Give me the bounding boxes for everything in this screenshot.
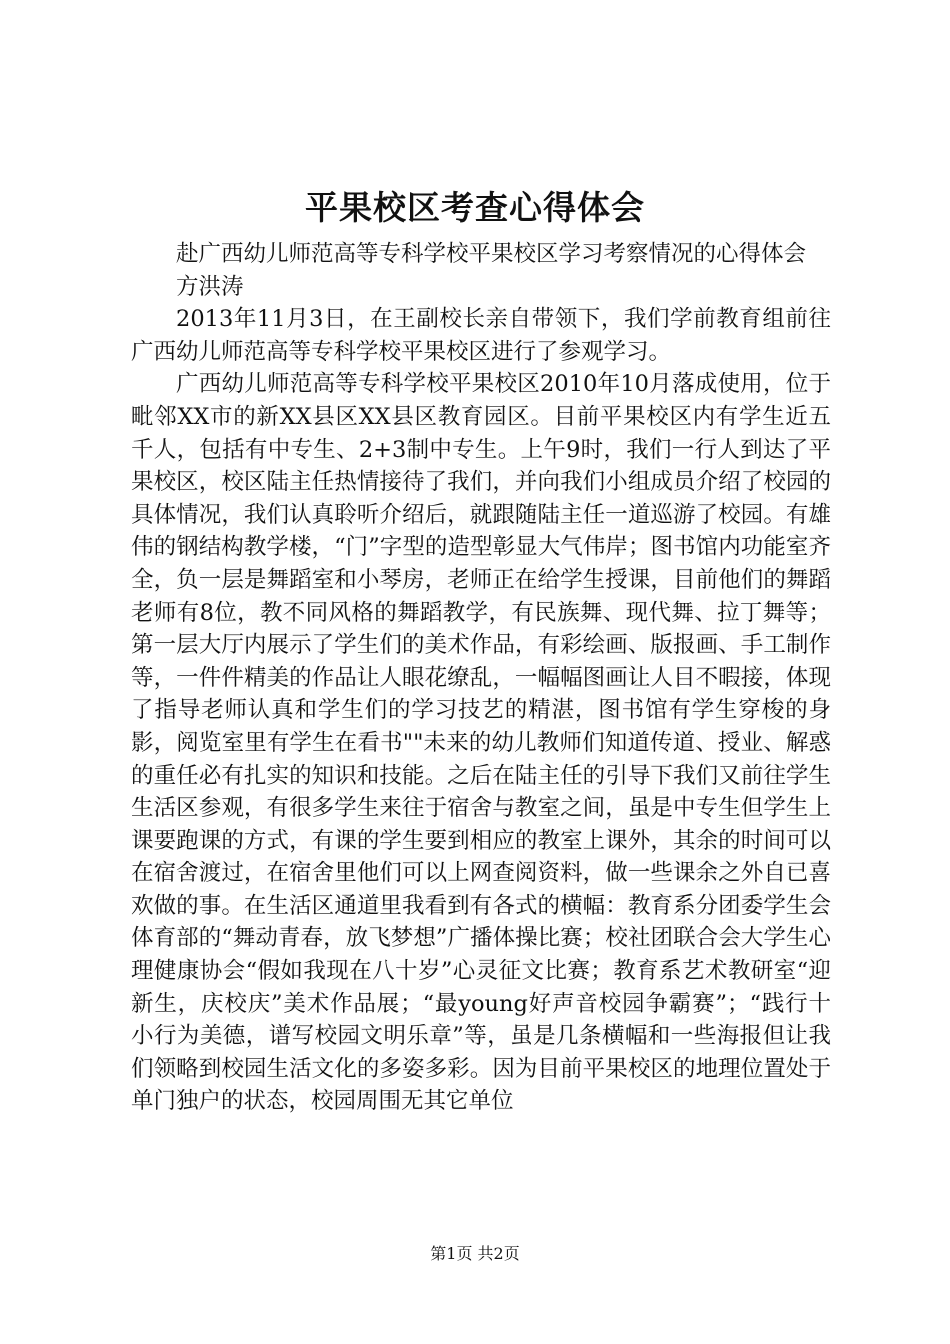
body-paragraph: 广西幼儿师范高等专科学校平果校区2010年10月落成使用，位于毗邻XX市的新XX县区XX县区教育园区。目前平果校区内有学生近五千人，包括有中专生、2+3制中专生。上午9时，我们一行人到达了平果校区，校区陆主任热情接待了我们，并向我们小组成员介绍了校园的具体情况，我们认真聆听介绍后，就跟随陆主任一道巡游了校园。有雄伟的钢结构教学楼，“门”字型的造型彰显大气伟岸；图书馆内功能室齐全，负一层是舞蹈室和小琴房，老师正在给学生授课，目前他们的舞蹈老师有8位，教不同风格的舞蹈教学，有民族舞、现代舞、拉丁舞等；第一层大厅内展示了学生们的美术作品，有彩绘画、版报画、手工制作等，一件件精美的作品让人眼花缭乱，一幅幅图画让人目不暇接，体现了指导老师认真和学生们的学习技艺的精湛，图书馆有学生穿梭的身影，阅览室里有学生在看书""未来的幼儿教师们知道传道、授业、解惑的重任必有扎实的知识和技能。之后在陆主任的引导下我们又前往学生生活区参观，有很多学生来往于宿舍与教室之间，虽是中专生但学生上课要跑课的方式，有课的学生要到相应的教室上课外，其余的时间可以在宿舍渡过，在宿舍里他们可以上网查阅资料，做一些课余之外自已喜欢做的事。在生活区通道里我看到有各式的横幅：教育系分团委学生会体育部的“舞动青春，放飞梦想”广播体操比赛；校社团联合会大学生心理健康协会“假如我现在八十岁”心灵征文比赛；教育系艺术教研室“迎新生，庆校庆”美术作品展；“最young好声音校园争霸赛”；“践行十小行为美德，谱写校园文明乐章”等，虽是几条横幅和一些海报但让我们领略到校园生活文化的多姿多彩。因为目前平果校区的地理位置处于单门独户的状态，校园周围无其它单位: [131, 371, 831, 1115]
subtitle-paragraph: 赴广西幼儿师范高等专科学校平果校区学习考察情况的心得体会: [176, 241, 807, 267]
author-line: 方洪涛: [176, 273, 244, 300]
page-title: 平果校区考查心得体会: [305, 188, 645, 227]
document-body: [131, 238, 831, 1118]
page-footer: 第1页 共2页: [430, 1244, 520, 1263]
body-paragraph: 2013年11月3日，在王副校长亲自带领下，我们学前教育组前往广西幼儿师范高等专科学校平果校区进行了参观学习。: [131, 306, 831, 365]
